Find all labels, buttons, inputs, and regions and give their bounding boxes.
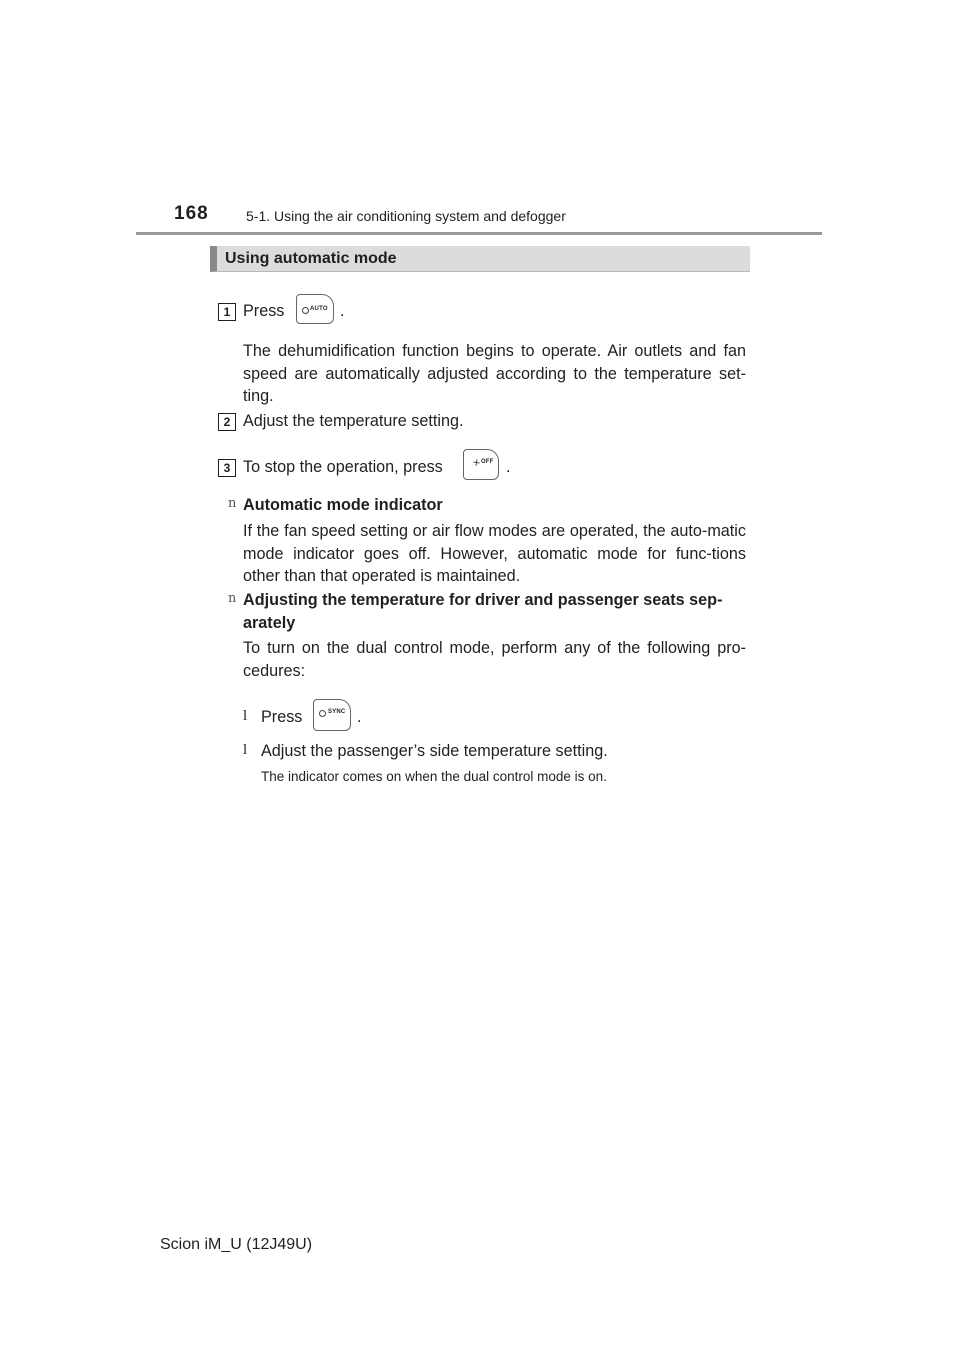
header-divider <box>136 232 822 235</box>
off-button-label: OFF <box>481 459 494 465</box>
subheading-bar <box>210 246 750 272</box>
fan-icon <box>473 459 480 466</box>
sub-item-1-text: Press <box>261 708 303 726</box>
step-2-text: Adjust the temperature setting. <box>243 412 464 430</box>
step-1-description: The dehumidification function begins to operate. Air outlets and fan speed are automatically adjusted according to the temperature set-ting. <box>243 342 746 405</box>
sync-button-icon <box>313 699 351 731</box>
sub-item-1-period: . <box>357 708 362 726</box>
note-1-bullet: n <box>228 496 237 511</box>
step-3-badge: 3 <box>218 459 236 477</box>
step-1-press-text: Press <box>243 302 285 320</box>
auto-button-icon <box>296 294 334 324</box>
note-2-body: To turn on the dual control mode, perform any of the following pro-cedures: <box>243 639 746 680</box>
step-1-period: . <box>340 302 345 320</box>
sub-item-2-bullet: l <box>243 742 248 758</box>
note-2-footnote: The indicator comes on when the dual control mode is on. <box>261 769 607 784</box>
subheading-title: Using automatic mode <box>225 250 397 267</box>
note-1-title: Automatic mode indicator <box>243 496 443 514</box>
sync-button-label: SYNC <box>328 709 346 715</box>
footer-model-code: Scion iM_U (12J49U) <box>160 1236 313 1253</box>
step-2-badge: 2 <box>218 413 236 431</box>
indicator-light-icon <box>302 307 309 314</box>
auto-button-label: AUTO <box>310 306 328 312</box>
section-title: 5-1. Using the air conditioning system and defogger <box>246 208 566 224</box>
step-1-badge: 1 <box>218 303 236 321</box>
note-2-bullet: n <box>228 591 237 606</box>
note-1-body: If the fan speed setting or air flow modes are operated, the auto-matic mode indicator goes off. However, automatic mode for func-tions other than that operated is maintained. <box>243 522 746 585</box>
fan-off-button-icon <box>463 449 499 480</box>
step-3-period: . <box>506 458 511 476</box>
sub-item-2-text: Adjust the passenger’s side temperature setting. <box>261 742 608 760</box>
note-2-title-line1: Adjusting the temperature for driver and passenger seats sep- <box>243 591 723 609</box>
step-3-text: To stop the operation, press <box>243 458 443 476</box>
note-2-title-line2: arately <box>243 614 296 632</box>
indicator-light-icon <box>319 710 326 717</box>
page-number: 168 <box>174 203 209 224</box>
sub-item-1-bullet: l <box>243 708 248 724</box>
